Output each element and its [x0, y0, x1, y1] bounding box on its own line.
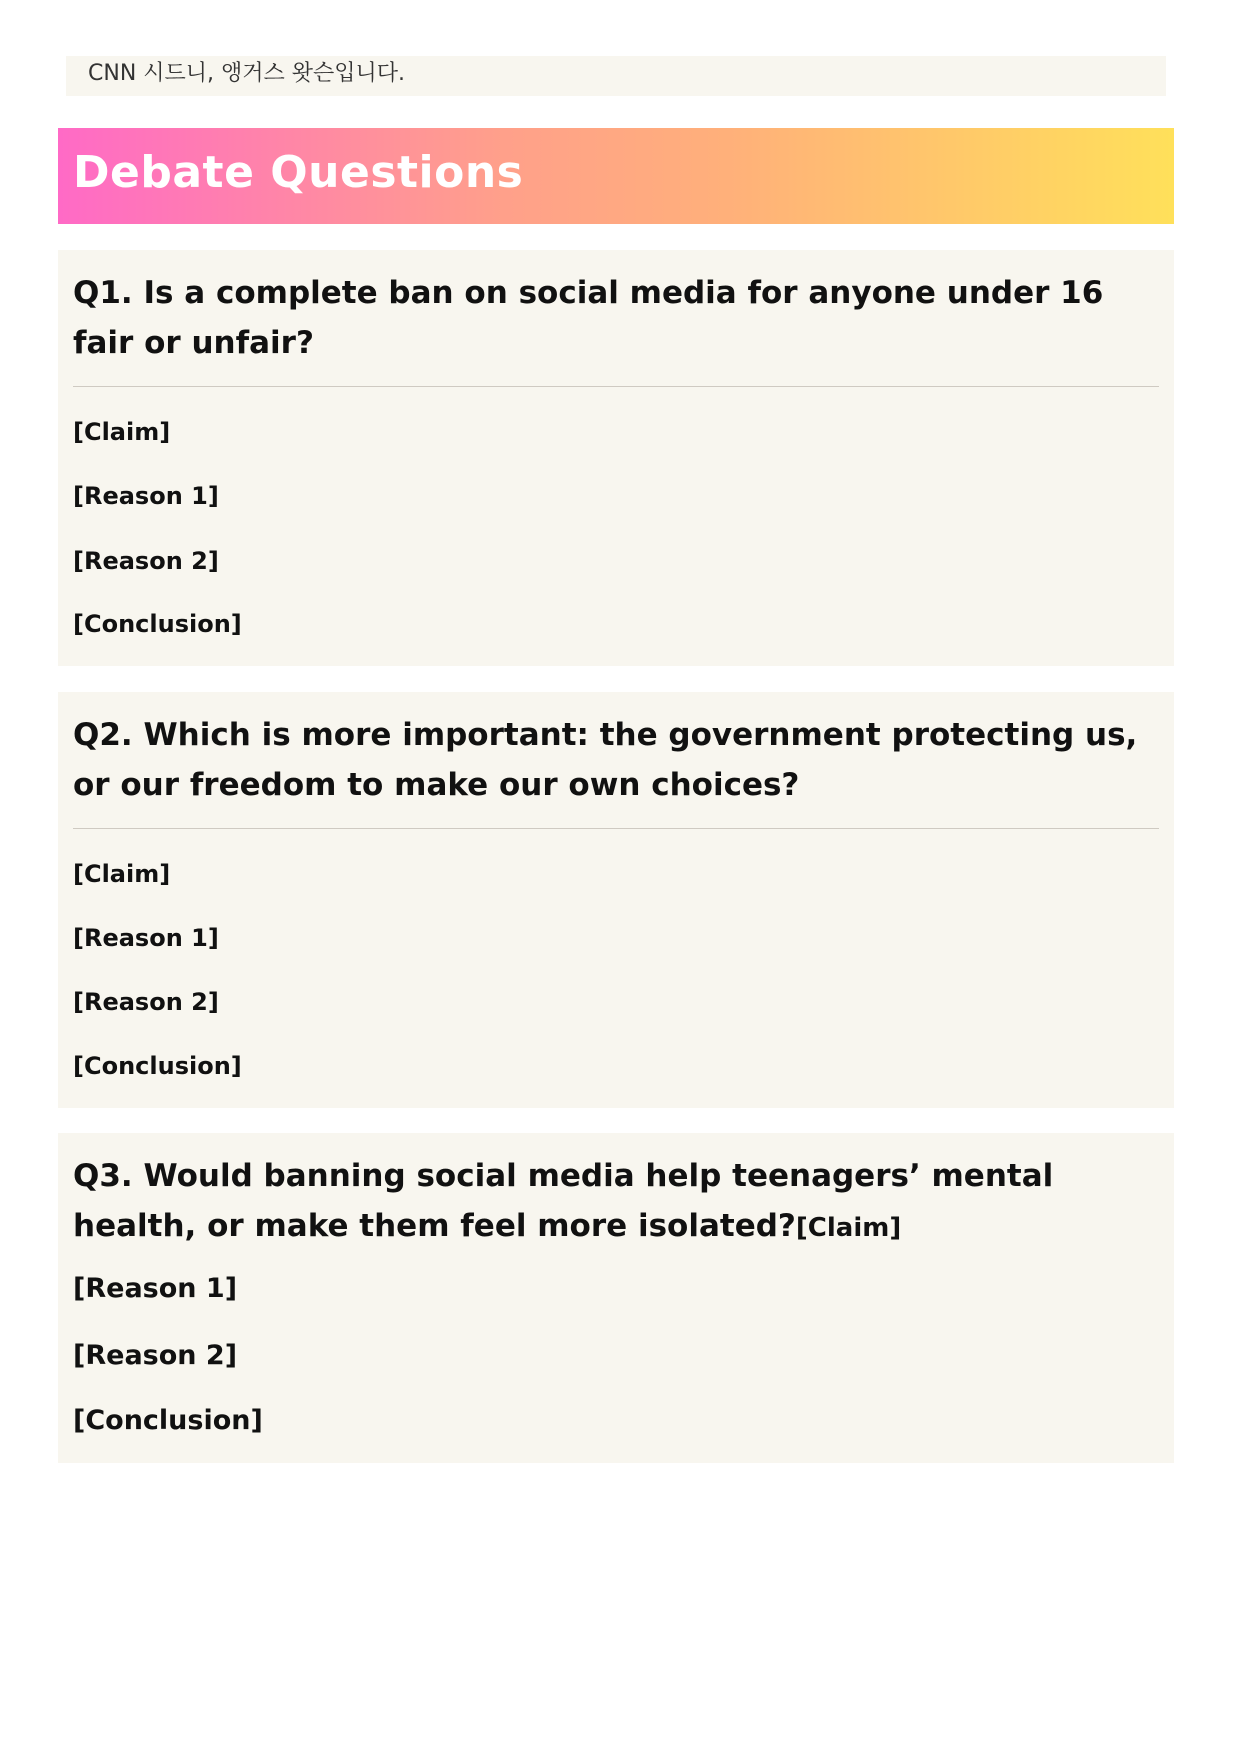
section-banner [58, 128, 1174, 224]
question-title: Q1. Is a complete ban on social media for anyone under 16 fair or unfair? [73, 275, 1104, 361]
reason-1-label: [Reason 1] [73, 1273, 238, 1304]
question-divider [73, 828, 1159, 829]
reason-1-label: [Reason 1] [73, 924, 219, 952]
reason-2-label: [Reason 2] [73, 1340, 238, 1371]
reason-2-label: [Reason 2] [73, 988, 219, 1016]
section-title: Debate Questions [73, 147, 524, 198]
question-divider [73, 386, 1159, 387]
claim-label: [Claim] [73, 418, 171, 446]
reason-2-label: [Reason 2] [73, 547, 219, 575]
claim-label: [Claim] [73, 860, 171, 888]
conclusion-label: [Conclusion] [73, 1052, 242, 1080]
conclusion-label: [Conclusion] [73, 610, 242, 638]
byline-text: CNN 시드니, 앵거스 왓슨입니다. [88, 61, 406, 86]
conclusion-label: [Conclusion] [73, 1405, 263, 1436]
reason-1-label: [Reason 1] [73, 482, 219, 510]
byline [66, 56, 1166, 96]
claim-label: [Claim] [795, 1213, 902, 1243]
question-title-text: Q3. Would banning social media help teenagers’ mental health, or make them feel more isolated? [73, 1158, 1054, 1244]
question-card-1 [58, 250, 1174, 666]
question-card-2 [58, 692, 1174, 1108]
question-card-3 [58, 1133, 1174, 1463]
question-title [73, 1133, 1159, 1253]
question-title: Q2. Which is more important: the government protecting us, or our freedom to make our own choices? [73, 717, 1138, 803]
